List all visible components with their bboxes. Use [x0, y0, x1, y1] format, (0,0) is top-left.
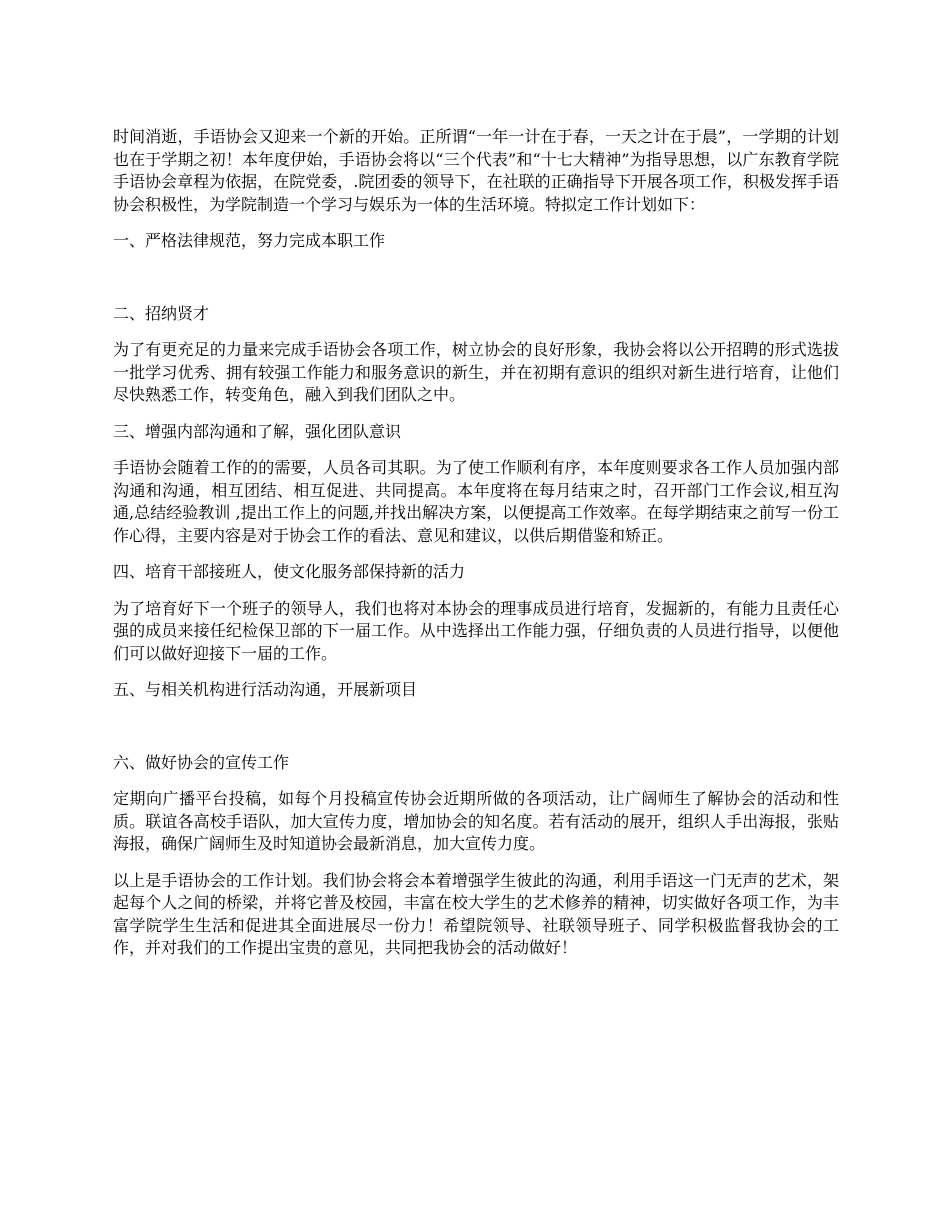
section-heading-5: 五、与相关机构进行活动沟通，开展新项目: [113, 680, 418, 699]
section-body-3: 手语协会随着工作的的需要，人员各司其职。为了使工作顺利有序，本年度则要求各工作人员加强内部沟通和沟通，相互团结、相互促进、共同提高。本年度将在每月结束之时，召开部门工作会议,相互沟通,总结经验教训 ,提出工作上的问题,并找出解决方案，以便提高工作效率。在每学期结束之前写一份工作心得，主要内容是对于协会工作的看法、意见和建议，以供后期借鉴和矫正。: [113, 458, 839, 545]
section-heading-1: 一、严格法律规范，努力完成本职工作: [113, 231, 386, 250]
section-body-4: 为了培育好下一个班子的领导人，我们也将对本协会的理事成员进行培育，发掘新的，有能力且责任心强的成员来接任纪检保卫部的下一届工作。从中选择出工作能力强，仔细负责的人员进行指导，以便他们可以做好迎接下一届的工作。: [113, 598, 839, 663]
section-heading-3: 三、增强内部沟通和了解，强化团队意识: [113, 421, 402, 441]
section-body-2: 为了有更充足的力量来完成手语协会各项工作，树立协会的良好形象，我协会将以公开招聘的形式选拔一批学习优秀、拥有较强工作能力和服务意识的新生，并在初期有意识的组织对新生进行培育，让他们尽快熟悉工作，转变角色，融入到我们团队之中。: [113, 340, 839, 404]
section-heading-6: 六、做好协会的宣传工作: [113, 752, 290, 772]
section-heading-2: 二、招纳贤才: [113, 303, 210, 323]
section-heading-4: 四、培育干部接班人，使文化服务部保持新的活力: [113, 562, 466, 581]
intro-paragraph: 时间消逝，手语协会又迎来一个新的开始。正所谓“一年一计在于春，一天之计在于晨”，一学期的计划也在于学期之初！本年度伊始，手语协会将以“三个代表”和“十七大精神”为指导思想，以广东教育学院手语协会章程为依据，在院党委，.院团委的领导下，在社联的正确指导下开展各项工作，积极发挥手语协会积极性，为学院制造一个学习与娱乐为一体的生活环境。特拟定工作计划如下：: [113, 127, 839, 214]
document-page: [113, 126, 839, 960]
closing-paragraph: 以上是手语协会的工作计划。我们协会将会本着增强学生彼此的沟通，利用手语这一门无声的艺术，架起每个人之间的桥梁，并将它普及校园，丰富在校大学生的艺术修养的精神，切实做好各项工作，为丰富学院学生生活和促进其全面进展尽一份力！希望院领导、社联领导班子、同学积极监督我协会的工作，并对我们的工作提出宝贵的意见，共同把我协会的活动做好！: [113, 870, 839, 957]
section-body-6: 定期向广播平台投稿，如每个月投稿宣传协会近期所做的各项活动，让广阔师生了解协会的活动和性质。联谊各高校手语队，加大宣传力度，增加协会的知名度。若有活动的展开，组织人手出海报，张贴海报，确保广阔师生及时知道协会最新消息，加大宣传力度。: [113, 789, 839, 853]
